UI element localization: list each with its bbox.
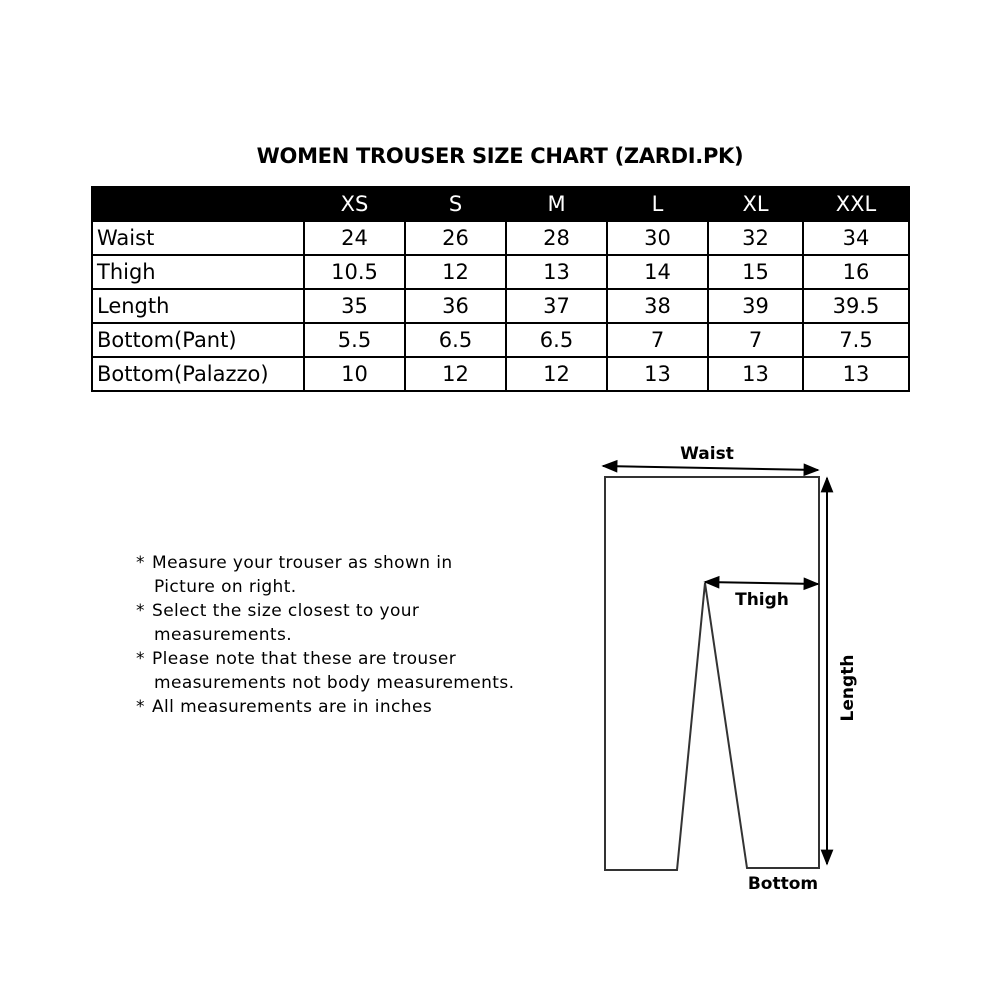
table-cell: 39 (708, 289, 803, 323)
table-cell: 5.5 (304, 323, 405, 357)
table-cell: 39.5 (803, 289, 909, 323)
table-cell: 13 (803, 357, 909, 391)
table-cell: 10.5 (304, 255, 405, 289)
table-cell: 24 (304, 221, 405, 255)
thigh-label: Thigh (735, 590, 789, 610)
bottom-label: Bottom (747, 874, 819, 894)
note-text-continued: measurements not body measurements. (154, 673, 515, 693)
thigh-arrow (705, 582, 818, 584)
table-cell: 37 (506, 289, 607, 323)
asterisk: * (136, 553, 145, 573)
table-cell: 13 (708, 357, 803, 391)
table-cell: 6.5 (405, 323, 506, 357)
table-cell: 38 (607, 289, 708, 323)
table-cell: 16 (803, 255, 909, 289)
table-cell: 35 (304, 289, 405, 323)
column-header: L (607, 187, 708, 221)
table-cell: 36 (405, 289, 506, 323)
asterisk: * (136, 697, 145, 717)
table-cell: 32 (708, 221, 803, 255)
waist-arrow (603, 466, 818, 470)
table-cell: 28 (506, 221, 607, 255)
table-cell: 14 (607, 255, 708, 289)
asterisk: * (136, 601, 145, 621)
table-cell: 13 (506, 255, 607, 289)
row-label: Bottom(Pant) (92, 323, 304, 357)
column-header: M (506, 187, 607, 221)
note-text-continued: Picture on right. (154, 577, 297, 597)
row-label: Thigh (92, 255, 304, 289)
table-cell: 15 (708, 255, 803, 289)
note-text: Measure your trouser as shown in (152, 553, 453, 573)
row-label: Length (92, 289, 304, 323)
table-cell: 7 (708, 323, 803, 357)
column-header: S (405, 187, 506, 221)
length-label: Length (838, 654, 858, 722)
note-text-continued: measurements. (154, 625, 293, 645)
note-text: All measurements are in inches (152, 697, 433, 717)
row-label: Bottom(Palazzo) (92, 357, 304, 391)
table-cell: 6.5 (506, 323, 607, 357)
asterisk: * (136, 649, 145, 669)
row-label: Waist (92, 221, 304, 255)
table-cell: 7.5 (803, 323, 909, 357)
note-text: Select the size closest to your (152, 601, 420, 621)
column-header: XL (708, 187, 803, 221)
table-cell: 30 (607, 221, 708, 255)
column-header: XS (304, 187, 405, 221)
table-cell: 12 (405, 255, 506, 289)
table-cell: 12 (506, 357, 607, 391)
table-cell: 26 (405, 221, 506, 255)
table-cell: 34 (803, 221, 909, 255)
waist-label: Waist (680, 444, 734, 464)
note-text: Please note that these are trouser (152, 649, 457, 669)
trouser-outline (605, 477, 819, 870)
table-cell: 12 (405, 357, 506, 391)
table-cell: 10 (304, 357, 405, 391)
table-cell: 7 (607, 323, 708, 357)
column-header: XXL (803, 187, 909, 221)
table-cell: 13 (607, 357, 708, 391)
page-title: WOMEN TROUSER SIZE CHART (ZARDI.PK) (256, 144, 744, 168)
